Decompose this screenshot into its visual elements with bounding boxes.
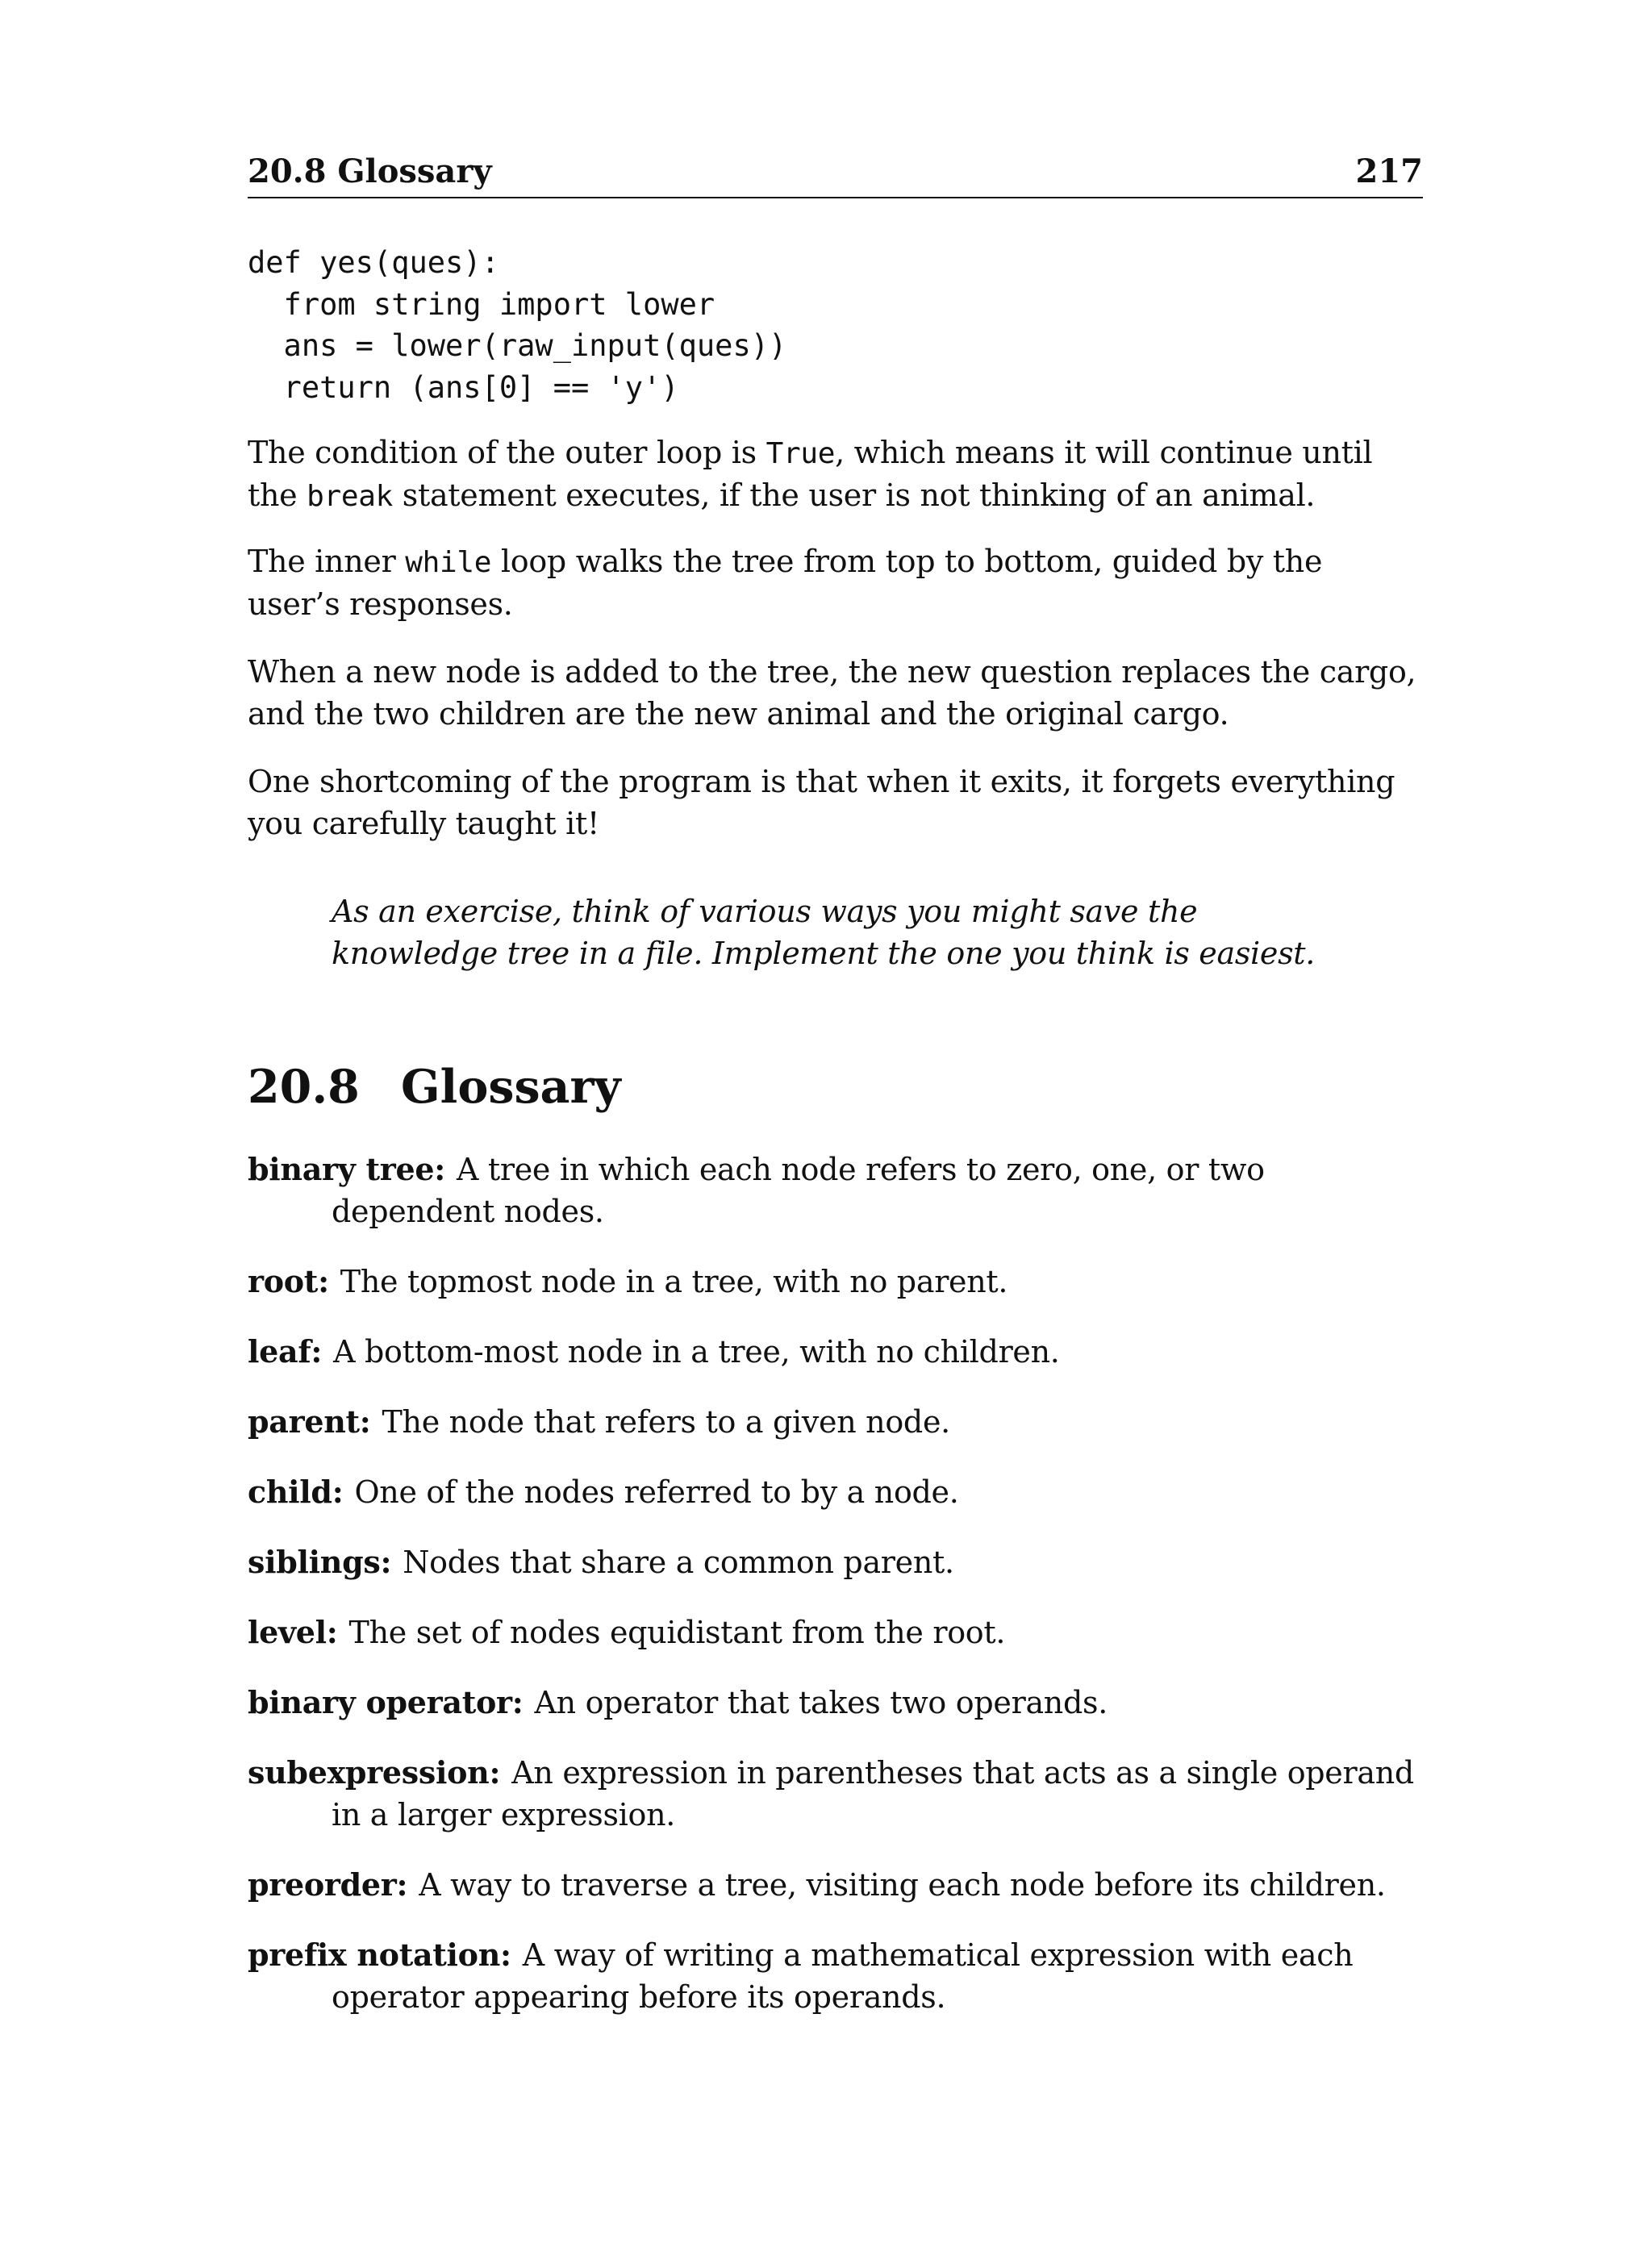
glossary-entry bbox=[248, 1541, 1423, 1584]
glossary-term: subexpression: bbox=[248, 1754, 501, 1791]
glossary-entry bbox=[248, 1149, 1423, 1232]
glossary-entry bbox=[248, 1682, 1423, 1724]
glossary-definition: A tree in which each node refers to zero, one, or two dependent nodes. bbox=[332, 1152, 1265, 1229]
section-title: Glossary bbox=[401, 1060, 621, 1114]
glossary-term: leaf: bbox=[248, 1333, 323, 1370]
glossary-definition: A bottom-most node in a tree, with no children. bbox=[333, 1334, 1060, 1370]
inline-code: while bbox=[405, 546, 492, 579]
glossary-definition: A way to traverse a tree, visiting each node before its children. bbox=[419, 1867, 1386, 1903]
glossary-term: level: bbox=[248, 1614, 338, 1650]
glossary-entry bbox=[248, 1401, 1423, 1444]
glossary-entry bbox=[248, 1331, 1423, 1374]
glossary-definition: The node that refers to a given node. bbox=[382, 1404, 950, 1440]
glossary-entry bbox=[248, 1471, 1423, 1514]
glossary-entry bbox=[248, 1752, 1423, 1836]
paragraph-new-node: When a new node is added to the tree, the new question replaces the cargo, and the two children are the new animal and the original cargo. bbox=[248, 654, 1416, 732]
glossary-definition: A way of writing a mathematical expression with each operator appearing before its operands. bbox=[332, 1937, 1354, 2015]
code-line: def yes(ques): bbox=[248, 245, 499, 280]
glossary-definition: An expression in parentheses that acts as a single operand in a larger expression. bbox=[332, 1755, 1414, 1832]
glossary-entry bbox=[248, 1611, 1423, 1654]
paragraph-shortcoming: One shortcoming of the program is that when it exits, it forgets everything you carefully taught it! bbox=[248, 764, 1395, 841]
glossary-definition: Nodes that share a common parent. bbox=[403, 1545, 954, 1580]
glossary-term: prefix notation: bbox=[248, 1937, 511, 1973]
running-header-title: 20.8 Glossary bbox=[248, 152, 492, 190]
code-line: from string import lower bbox=[248, 286, 715, 322]
running-header bbox=[248, 152, 1423, 198]
page bbox=[248, 0, 1423, 2264]
paragraph-inner-loop bbox=[248, 541, 1423, 625]
inline-code: break bbox=[307, 479, 393, 513]
exercise-text: As an exercise, think of various ways you might save the knowledge tree in a file. Implement the one you think is easiest. bbox=[332, 894, 1316, 971]
glossary-term: binary tree: bbox=[248, 1151, 445, 1187]
paragraph-text: statement executes, if the user is not thinking of an animal. bbox=[393, 477, 1316, 513]
page-number: 217 bbox=[1355, 152, 1423, 190]
paragraph-text: The condition of the outer loop is bbox=[248, 435, 766, 470]
glossary-entry bbox=[248, 1261, 1423, 1303]
glossary-entry bbox=[248, 1934, 1423, 2018]
paragraph-text: loop walks the tree from top to bottom, guided by the user’s responses. bbox=[248, 544, 1323, 622]
inline-code: True bbox=[766, 437, 836, 470]
glossary-term: binary operator: bbox=[248, 1684, 524, 1720]
glossary-definition: One of the nodes referred to by a node. bbox=[354, 1474, 959, 1510]
glossary-term: child: bbox=[248, 1474, 344, 1510]
glossary-definition: The topmost node in a tree, with no parent. bbox=[340, 1264, 1008, 1299]
section-heading bbox=[248, 1057, 621, 1118]
paragraph-text: , which means it will continue until the bbox=[248, 435, 1373, 513]
paragraph-outer-loop bbox=[248, 432, 1423, 517]
code-line: return (ans[0] == 'y') bbox=[248, 369, 679, 405]
glossary-term: siblings: bbox=[248, 1544, 392, 1580]
glossary-definition: An operator that takes two operands. bbox=[534, 1685, 1108, 1720]
code-block bbox=[248, 242, 786, 408]
glossary-term: preorder: bbox=[248, 1866, 408, 1903]
glossary-term: root: bbox=[248, 1263, 329, 1299]
glossary-term: parent: bbox=[248, 1403, 371, 1440]
paragraph-text: The inner bbox=[248, 544, 406, 579]
code-line: ans = lower(raw_input(ques)) bbox=[248, 328, 787, 363]
section-number: 20.8 bbox=[248, 1060, 360, 1114]
glossary-definition: The set of nodes equidistant from the root. bbox=[348, 1615, 1006, 1650]
glossary-entry bbox=[248, 1864, 1423, 1907]
